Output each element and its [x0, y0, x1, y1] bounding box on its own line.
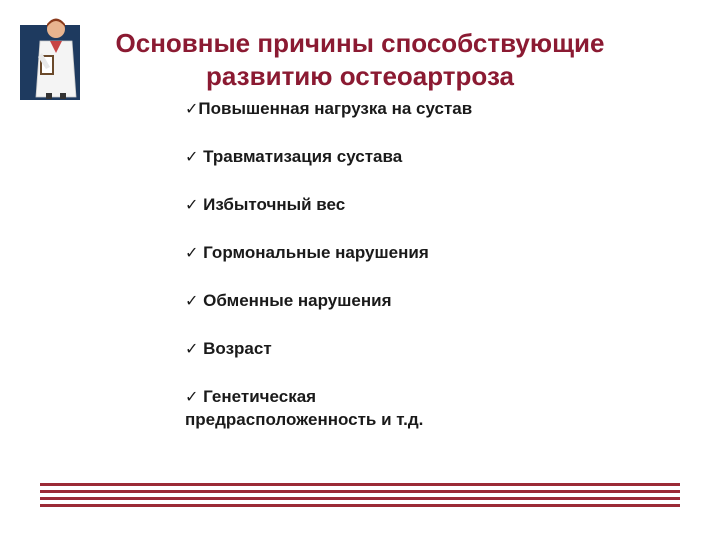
footer-line: [40, 490, 680, 493]
title-line-2: развитию остеоартроза: [206, 61, 514, 91]
doctor-illustration-icon: [20, 15, 86, 100]
item-text: Гормональные нарушения: [203, 243, 429, 262]
checkmark-icon: ✓: [185, 291, 199, 310]
item-text: Повышенная нагрузка на сустав: [198, 99, 473, 118]
list-item: [185, 241, 615, 264]
title-line-1: Основные причины способствующие: [115, 28, 605, 58]
list-item: [185, 97, 615, 120]
item-text: Возраст: [203, 339, 272, 358]
footer-line: [40, 483, 680, 486]
checkmark-icon: ✓: [185, 147, 199, 166]
item-text: Травматизация сустава: [203, 147, 403, 166]
footer-decoration: [40, 483, 680, 513]
footer-line: [40, 497, 680, 500]
list-item: [185, 385, 495, 431]
cause-list: [185, 97, 615, 431]
checkmark-icon: ✓: [185, 243, 199, 262]
list-item: [185, 193, 615, 216]
item-text: Избыточный вес: [203, 195, 346, 214]
checkmark-icon: ✓: [185, 99, 199, 118]
list-item: [185, 145, 615, 168]
list-item: [185, 289, 615, 312]
item-text: Обменные нарушения: [203, 291, 392, 310]
checkmark-icon: ✓: [185, 387, 199, 406]
list-item: [185, 337, 615, 360]
checkmark-icon: ✓: [185, 339, 199, 358]
item-text: Генетическая предрасположенность и т.д.: [185, 387, 424, 429]
checkmark-icon: ✓: [185, 195, 199, 214]
footer-line: [40, 504, 680, 507]
slide-title: [80, 27, 640, 93]
